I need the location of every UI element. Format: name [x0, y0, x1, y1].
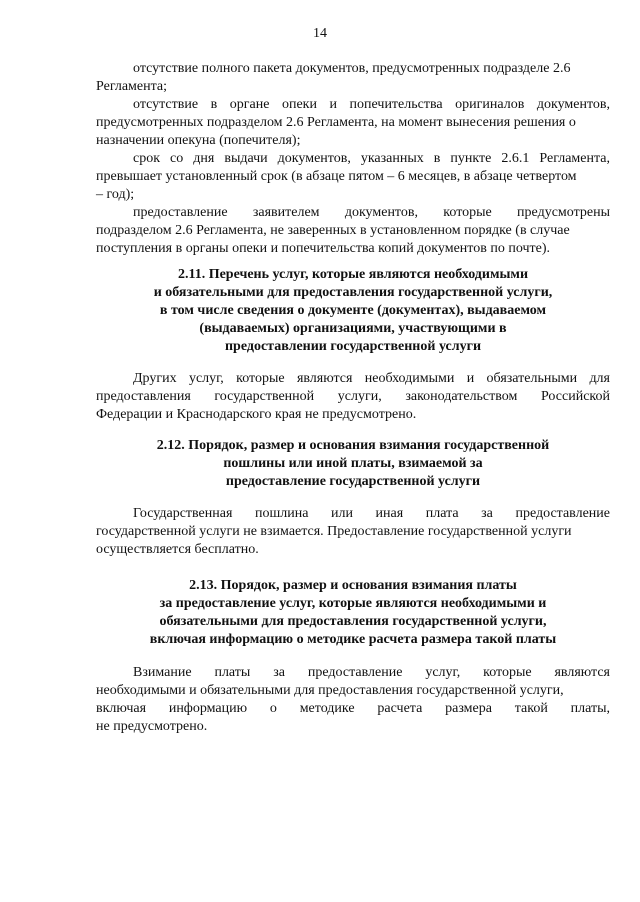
heading-line: обязательными для предоставления государственной услуги,: [159, 614, 547, 629]
text-line: предоставления государственной услуги, законодательством Российской: [96, 389, 610, 404]
text-line: необходимыми и обязательными для предоставления государственной услуги,: [96, 683, 564, 698]
text-line: подразделом 2.6 Регламента, не заверенных в установленном порядке (в случае: [96, 223, 570, 238]
text-line: предусмотренных подразделом 2.6 Регламента, на момент вынесения решения о: [96, 115, 576, 130]
text-line: включая информацию о методике расчета размера такой платы,: [96, 701, 610, 716]
text-line: Государственная пошлина или иная плата за предоставление: [133, 506, 610, 521]
heading-line: предоставление государственной услуги: [225, 474, 481, 489]
text-line: срок со дня выдачи документов, указанных в пункте 2.6.1 Регламента,: [133, 151, 610, 166]
heading-line: (выдаваемых) организациями, участвующими в: [199, 321, 507, 336]
section-paragraph-2-11: [96, 370, 610, 424]
text-line: отсутствие полного пакета документов, предусмотренных подразделе 2.6: [133, 61, 571, 76]
text-line: – год);: [96, 187, 135, 202]
page-number: 14: [313, 26, 327, 41]
section-heading-2-13: [96, 577, 610, 649]
heading-line: 2.12. Порядок, размер и основания взимания государственной: [156, 438, 550, 453]
text-line: Федерации и Краснодарского края не предусмотрено.: [96, 407, 417, 422]
heading-line: 2.13. Порядок, размер и основания взимания платы: [189, 578, 517, 593]
grounds-list: [96, 60, 610, 258]
text-line: не предусмотрено.: [96, 719, 208, 734]
text-line: Других услуг, которые являются необходимыми и обязательными для: [133, 371, 610, 386]
text-line: Регламента;: [96, 79, 168, 94]
text-line: государственной услуги не взимается. Предоставление государственной услуги: [96, 524, 572, 539]
text-line: предоставление заявителем документов, которые предусмотрены: [133, 205, 610, 220]
heading-line: включая информацию о методике расчета размера такой платы: [149, 632, 557, 647]
text-line: поступления в органы опеки и попечительства копий документов по почте).: [96, 241, 550, 256]
text-line: назначении опекуна (попечителя);: [96, 133, 301, 148]
heading-line: за предоставление услуг, которые являются необходимыми и: [159, 596, 547, 611]
section-heading-2-11: [96, 266, 610, 356]
heading-line: пошлины или иной платы, взимаемой за: [223, 456, 483, 471]
text-line: отсутствие в органе опеки и попечительства оригиналов документов,: [133, 97, 610, 112]
heading-line: в том числе сведения о документе (документах), выдаваемом: [159, 303, 547, 318]
heading-line: 2.11. Перечень услуг, которые являются необходимыми: [177, 267, 529, 282]
section-heading-2-12: [96, 437, 610, 491]
heading-line: предоставлении государственной услуги: [224, 339, 482, 354]
text-line: осуществляется бесплатно.: [96, 542, 259, 557]
heading-line: и обязательными для предоставления государственной услуги,: [153, 285, 553, 300]
text-line: Взимание платы за предоставление услуг, которые являются: [133, 665, 610, 680]
section-paragraph-2-12: [96, 505, 610, 559]
section-paragraph-2-13: [96, 664, 610, 736]
text-line: превышает установленный срок (в абзаце пятом – 6 месяцев, в абзаце четвертом: [96, 169, 577, 184]
